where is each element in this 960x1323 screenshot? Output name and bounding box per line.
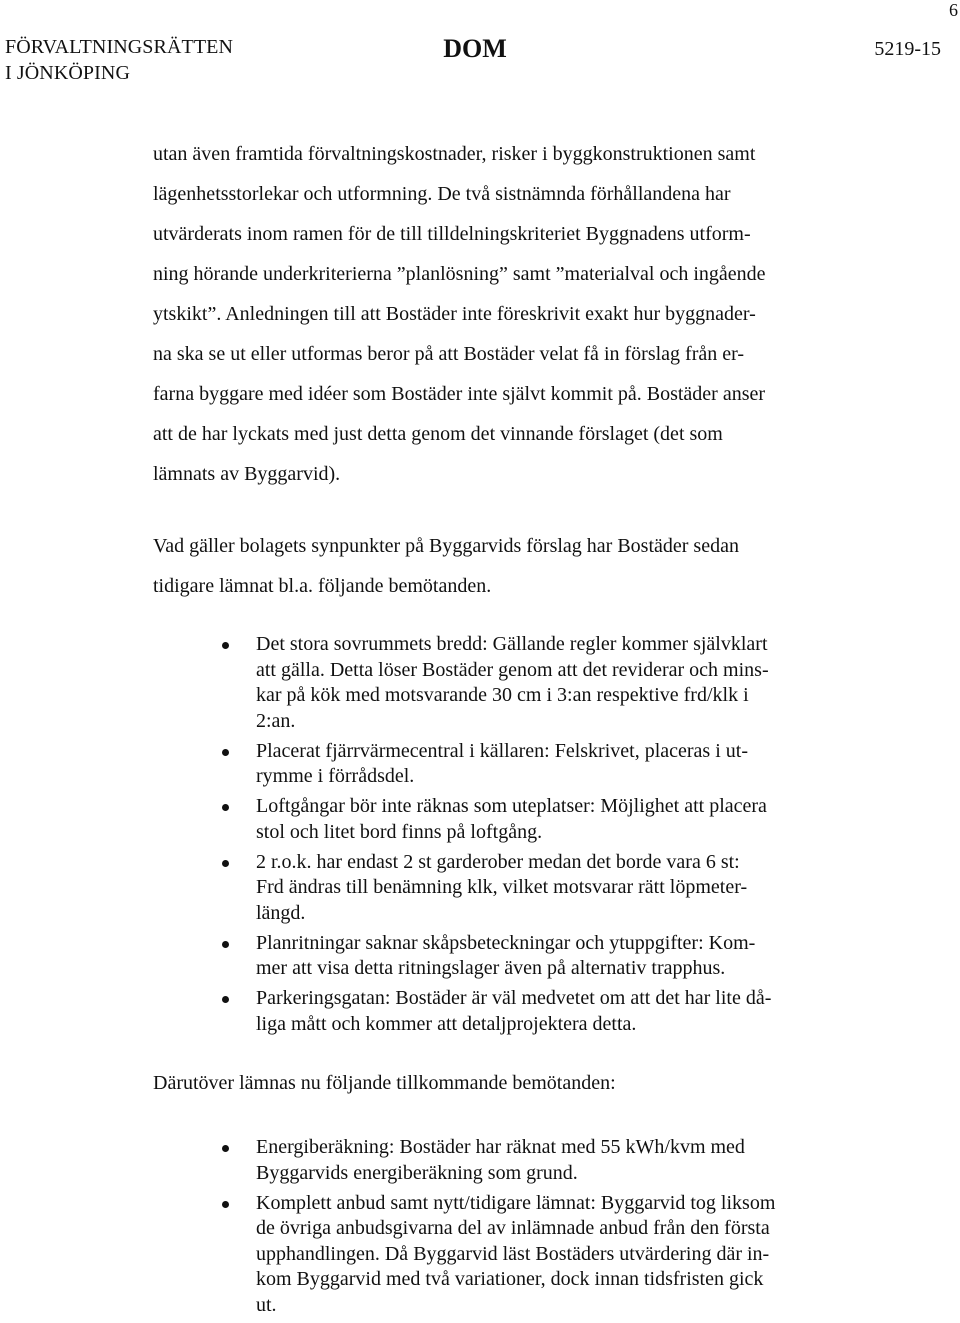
body-paragraph: Vad gäller bolagets synpunkter på Byggarvids förslag har Bostäder sedan tidigare lämnat bl.a. följande bemötanden. xyxy=(153,535,739,597)
bullet-icon xyxy=(222,996,229,1003)
list-item xyxy=(153,632,853,734)
bullet-list-additional-responses xyxy=(153,1135,853,1318)
list-item-text: Placerat fjärrvärmecentral i källaren: Felskrivet, placeras i ut- rymme i förrådsdel. xyxy=(256,739,748,787)
list-item xyxy=(153,931,853,982)
list-item xyxy=(153,850,853,927)
bullet-icon xyxy=(222,804,229,811)
list-item xyxy=(153,739,853,790)
body-paragraph: utan även framtida förvaltningskostnader, risker i byggkonstruktionen samt lägenhetsstorlekar och utformning. De två sistnämnda förhållandena har utvärderats inom ramen för de till tilldelningskriteriet Byggnadens utform- ning hörande underkriterierna ”planlösning” samt ”materialval och ingående ytskikt”. Anledningen till att Bostäder inte föreskrivit exakt hur byggnader- na ska se ut eller utformas beror på att Bostäder velat få in förslag från er- farna byggare med idéer som Bostäder inte självt kommit på. Bostäder anser att de har lyckats med just detta genom det vinnande förslaget (det som lämnats av Byggarvid). xyxy=(153,143,766,485)
list-item-text: Energiberäkning: Bostäder har räknat med 55 kWh/kvm med Byggarvids energiberäkning som grund. xyxy=(256,1136,745,1184)
list-item-text: 2 r.o.k. har endast 2 st garderober medan det borde vara 6 st: Frd ändras till benämning klk, vilket motsvarar rätt löpmeter- längd. xyxy=(256,850,748,924)
case-number: 5219-15 xyxy=(874,38,941,60)
list-item xyxy=(153,986,853,1037)
list-item xyxy=(153,1191,853,1319)
page-number: 6 xyxy=(949,0,958,20)
court-name-line-1: FÖRVALTNINGSRÄTTEN xyxy=(5,36,234,58)
bullet-icon xyxy=(222,860,229,867)
list-item-text: Komplett anbud samt nytt/tidigare lämnat: Byggarvid tog liksom de övriga anbudsgivarna del av inlämnade anbud från den första upphandlingen. Då Byggarvid läst Bostäders utvärdering där in- kom Byggarvid med två variationer, dock innan tidsfristen gick ut. xyxy=(256,1191,776,1316)
body-paragraph: Därutöver lämnas nu följande tillkommande bemötanden: xyxy=(153,1072,616,1094)
bullet-icon xyxy=(222,941,229,948)
bullet-icon xyxy=(222,1201,229,1208)
bullet-icon xyxy=(222,749,229,756)
list-item-text: Planritningar saknar skåpsbeteckningar och ytuppgifter: Kom- mer att visa detta ritningslager även på alternativ trapphus. xyxy=(256,931,756,979)
document-header xyxy=(5,34,945,90)
bullet-list-previous-responses xyxy=(153,632,853,1037)
list-item-text: Loftgångar bör inte räknas som uteplatser: Möjlighet att placera stol och litet bord finns på loftgång. xyxy=(256,795,767,843)
list-item xyxy=(153,1135,853,1186)
bullet-icon xyxy=(222,1145,229,1152)
court-name-line-2: I JÖNKÖPING xyxy=(5,62,130,84)
document-type: DOM xyxy=(443,34,507,63)
list-item xyxy=(153,794,853,845)
list-item-text: Parkeringsgatan: Bostäder är väl medvetet om att det har lite då- liga mått och kommer att detaljprojektera detta. xyxy=(256,987,772,1035)
bullet-icon xyxy=(222,642,229,649)
list-item-text: Det stora sovrummets bredd: Gällande regler kommer självklart att gälla. Detta löser Bostäder genom att det reviderar och mins- kar på kök med motsvarande 30 cm i 3:an respektive frd/klk i 2:an. xyxy=(256,633,769,732)
document-body xyxy=(153,134,853,1323)
